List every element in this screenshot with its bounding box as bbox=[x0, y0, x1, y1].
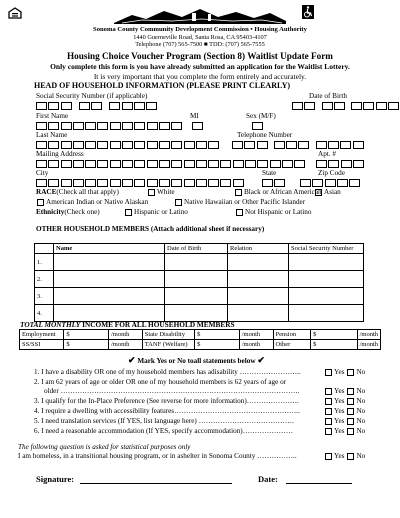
question-2-cont: older ………………………………………………………………………………………. bbox=[44, 387, 300, 395]
first-name-field[interactable] bbox=[36, 122, 184, 130]
date-label: Date: bbox=[258, 474, 278, 484]
ssn-label: Social Security Number (if applicable) bbox=[36, 92, 148, 100]
city-field[interactable] bbox=[36, 179, 245, 187]
ethnicity-line bbox=[36, 208, 100, 217]
question-1: 1. I have a disability OR one of my household members has adisability …………………….. bbox=[34, 368, 301, 376]
q1-answer[interactable]: Yes No bbox=[322, 368, 365, 377]
wheelchair-icon bbox=[302, 5, 314, 19]
org-name: Sonoma County Community Development Commission • Housing Authority bbox=[93, 26, 307, 33]
race-label: RACE bbox=[36, 188, 57, 196]
homeless-no-checkbox[interactable] bbox=[347, 453, 354, 460]
apt-label: Apt. # bbox=[318, 150, 336, 158]
race-line-1 bbox=[36, 188, 119, 197]
table-row[interactable]: 3. bbox=[35, 288, 364, 305]
q4-answer[interactable]: Yes No bbox=[322, 407, 365, 416]
question-6: 6. I need a reasonable accommodation (If YES, specify accommodation)………………… bbox=[34, 427, 294, 435]
race-pacific-islander-checkbox[interactable] bbox=[175, 199, 182, 206]
zip-field[interactable] bbox=[300, 179, 361, 187]
questions-heading-line bbox=[128, 356, 265, 366]
ethnicity-hispanic[interactable]: Hispanic or Latino bbox=[122, 208, 188, 217]
form-title: Housing Choice Voucher Program (Section 8) Waitlist Update Form bbox=[67, 51, 333, 61]
ethnicity-hispanic-checkbox[interactable] bbox=[125, 209, 132, 216]
dob-field[interactable] bbox=[292, 102, 400, 110]
members-heading: OTHER HOUSEHOLD MEMBERS (Attach additional sheet if necessary) bbox=[36, 225, 265, 233]
hoh-heading: HEAD OF HOUSEHOLD INFORMATION (PLEASE PRINT CLEARLY) bbox=[34, 81, 291, 90]
q1-no-checkbox[interactable] bbox=[347, 369, 354, 376]
questions-heading: Mark Yes or No toall statements below bbox=[137, 357, 256, 365]
homeless-question: I am homeless, in a transitional housing program, or in ashelter in Sonoma County …………….. bbox=[18, 452, 297, 460]
q2-no-checkbox[interactable] bbox=[347, 388, 354, 395]
org-address: 1440 Guerneville Road, Santa Rosa, CA 95403-4107 bbox=[133, 34, 267, 41]
checkmark-icon: ✔ bbox=[128, 355, 136, 365]
ethnicity-label: Ethnicity bbox=[36, 208, 65, 216]
tel-label: Telephone Number bbox=[237, 131, 293, 139]
county-logo bbox=[112, 5, 288, 25]
race-american-indian-checkbox[interactable] bbox=[37, 199, 44, 206]
org-phone: Telephone (707) 565-7500 ■ TDD: (707) 565-7555 bbox=[135, 41, 265, 48]
question-2: 2. I am 62 years of age or older OR one of my household members is 62 years of age or bbox=[34, 378, 287, 386]
members-table bbox=[34, 243, 364, 322]
homeless-yes-checkbox[interactable] bbox=[325, 453, 332, 460]
q2-yes-checkbox[interactable] bbox=[325, 388, 332, 395]
table-row[interactable]: 2. bbox=[35, 271, 364, 288]
q5-answer[interactable]: Yes No bbox=[322, 417, 365, 426]
table-row[interactable]: 4. bbox=[35, 305, 364, 322]
apt-field[interactable] bbox=[316, 160, 365, 168]
members-header-row bbox=[35, 244, 364, 254]
mi-label: MI bbox=[190, 112, 199, 120]
dob-label: Date of Birth bbox=[309, 92, 347, 100]
table-row[interactable]: 1. bbox=[35, 254, 364, 271]
form-note: It is very important that you complete the form entirely and accurately. bbox=[93, 72, 307, 81]
signature-label: Signature: bbox=[36, 474, 75, 484]
race-american-indian[interactable]: American Indian or Native Alaskan bbox=[34, 198, 148, 207]
q3-yes-checkbox[interactable] bbox=[325, 398, 332, 405]
checkmark-icon: ✔ bbox=[257, 355, 265, 365]
members-col-relation: Relation bbox=[228, 244, 289, 254]
signature-line[interactable] bbox=[80, 483, 232, 484]
city-label: City bbox=[36, 169, 49, 177]
q2-answer[interactable]: Yes No bbox=[322, 387, 365, 396]
mailing-field[interactable] bbox=[36, 160, 307, 168]
race-note: (Check all that apply) bbox=[56, 188, 119, 196]
members-col-ssn: Social Security Number bbox=[289, 244, 364, 254]
form-subtitle: Only complete this form is you have already submitted an application for the Waitlist Lottery. bbox=[50, 62, 350, 71]
q4-no-checkbox[interactable] bbox=[347, 408, 354, 415]
q1-yes-checkbox[interactable] bbox=[325, 369, 332, 376]
q6-answer[interactable]: Yes No bbox=[322, 427, 365, 436]
income-table bbox=[19, 329, 381, 350]
date-line[interactable] bbox=[286, 483, 352, 484]
mailing-label: Mailing Address bbox=[36, 150, 84, 158]
tel-field[interactable] bbox=[232, 141, 365, 149]
question-4: 4. I require a dwelling with accessibility features…………………………………………….. bbox=[34, 407, 300, 415]
race-pacific-islander[interactable]: Native Hawaiian or Other Pacific Islander bbox=[172, 198, 305, 207]
members-col-name: Name bbox=[54, 244, 165, 254]
q6-yes-checkbox[interactable] bbox=[325, 428, 332, 435]
first-name-label: First Name bbox=[36, 112, 69, 120]
question-5: 5. I need translation services (If YES, list language here) …………………………………. bbox=[34, 417, 294, 425]
q3-no-checkbox[interactable] bbox=[347, 398, 354, 405]
q3-answer[interactable]: Yes No bbox=[322, 397, 365, 406]
sex-field[interactable] bbox=[252, 122, 264, 130]
ethnicity-note: (Check one) bbox=[64, 208, 100, 216]
last-name-label: Last Name bbox=[36, 131, 68, 139]
state-field[interactable] bbox=[262, 179, 287, 187]
state-label: State bbox=[262, 169, 277, 177]
zip-label: Zip Code bbox=[318, 169, 345, 177]
race-white[interactable]: White bbox=[145, 188, 175, 197]
income-row[interactable]: SS/SSI $ /month TANF (Welfare) $ /month Other $ /month bbox=[20, 340, 381, 350]
homeless-answer[interactable]: Yes No bbox=[322, 452, 365, 461]
race-asian-checkbox[interactable] bbox=[315, 189, 322, 196]
q5-no-checkbox[interactable] bbox=[347, 418, 354, 425]
race-black[interactable]: Black or African American bbox=[232, 188, 322, 197]
last-name-field[interactable] bbox=[36, 141, 220, 149]
race-asian[interactable]: Asian bbox=[312, 188, 341, 197]
race-black-checkbox[interactable] bbox=[235, 189, 242, 196]
members-col-dob: Date of Birth bbox=[165, 244, 228, 254]
mi-field[interactable] bbox=[192, 122, 204, 130]
equal-housing-icon bbox=[8, 6, 22, 18]
income-row[interactable]: Employment $ /month State Disability $ /month Pension $ /month bbox=[20, 330, 381, 340]
q6-no-checkbox[interactable] bbox=[347, 428, 354, 435]
ssn-field[interactable] bbox=[36, 102, 159, 110]
stat-note: The following question is asked for statistical purposes only bbox=[18, 443, 191, 451]
sex-label: Sex (M/F) bbox=[246, 112, 276, 120]
q5-yes-checkbox[interactable] bbox=[325, 418, 332, 425]
income-heading: TOTAL MONTHLY INCOME FOR ALL HOUSEHOLD MEMBERS bbox=[20, 320, 235, 329]
question-3: 3. I qualify for the In-Place Preference (See reverse for more information)…………………. bbox=[34, 397, 299, 405]
ethnicity-not-hispanic[interactable]: Not Hispanic or Latino bbox=[233, 208, 311, 217]
q4-yes-checkbox[interactable] bbox=[325, 408, 332, 415]
race-white-checkbox[interactable] bbox=[148, 189, 155, 196]
ethnicity-not-hispanic-checkbox[interactable] bbox=[236, 209, 243, 216]
